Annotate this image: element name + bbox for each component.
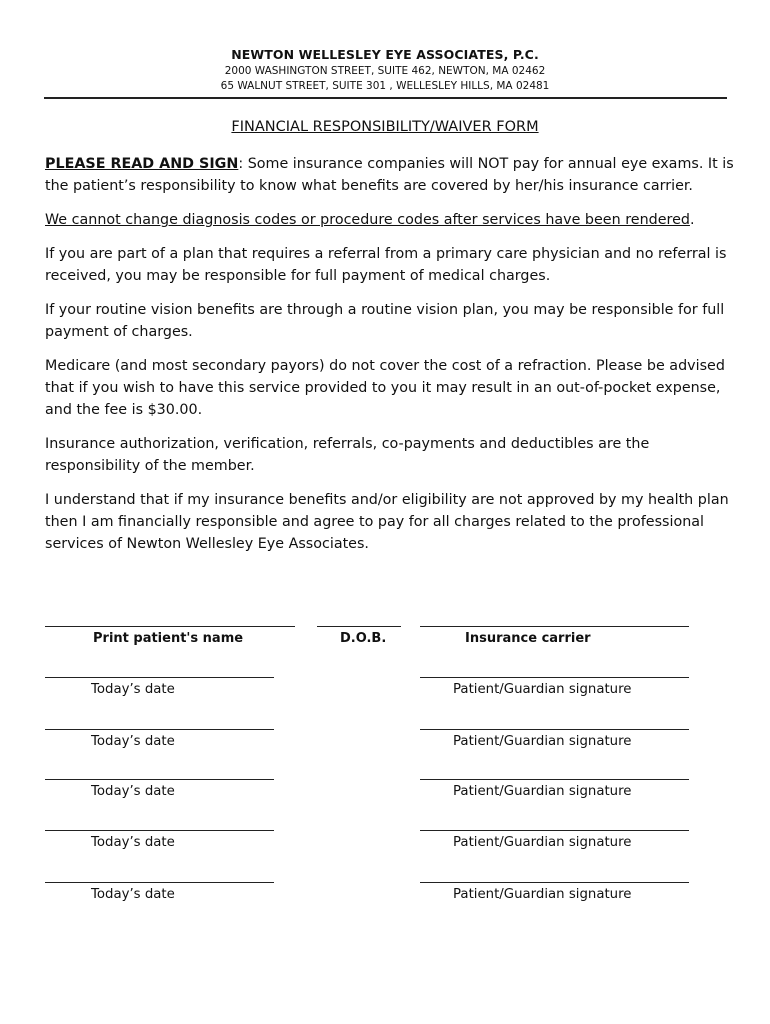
signature-label: Patient/Guardian signature	[453, 835, 632, 850]
organization-name: NEWTON WELLESLEY EYE ASSOCIATES, P.C.	[231, 47, 539, 62]
todays-date-label: Today’s date	[91, 734, 175, 749]
address-line-2: 65 WALNUT STREET, SUITE 301 , WELLESLEY HILLS, MA 02481	[220, 80, 550, 92]
paragraph-referral: If you are part of a plan that requires a referral from a primary care physician and no referral is received, you may be responsible for full payment of medical charges.	[45, 246, 727, 284]
form-body	[45, 153, 735, 567]
date-line[interactable]	[45, 677, 274, 678]
signature-line[interactable]	[420, 779, 689, 780]
signature-line[interactable]	[420, 830, 689, 831]
todays-date-label: Today’s date	[91, 784, 175, 799]
address-line-1: 2000 WASHINGTON STREET, SUITE 462, NEWTON, MA 02462	[224, 65, 546, 77]
signature-label: Patient/Guardian signature	[453, 734, 632, 749]
paragraph-authorization: Insurance authorization, verification, referrals, co-payments and deductibles are the responsibility of the member.	[45, 436, 650, 474]
dob-label: D.O.B.	[340, 631, 387, 646]
signature-label: Patient/Guardian signature	[453, 887, 632, 902]
insurance-carrier-label: Insurance carrier	[465, 631, 591, 646]
todays-date-label: Today’s date	[91, 835, 175, 850]
paragraph-vision-plan: If your routine vision benefits are through a routine vision plan, you may be responsible for full payment of charges.	[45, 302, 725, 340]
patient-name-line[interactable]	[45, 626, 295, 627]
paragraph-medicare: Medicare (and most secondary payors) do not cover the cost of a refraction. Please be advised that if you wish to have this service provided to you it may result in an out-of-pocket expense, and the fee is $30.00.	[45, 358, 725, 418]
form-title: FINANCIAL RESPONSIBILITY/WAIVER FORM	[231, 119, 539, 135]
codes-notice-end: .	[689, 212, 695, 228]
signature-line[interactable]	[420, 882, 689, 883]
date-line[interactable]	[45, 882, 274, 883]
dob-line[interactable]	[317, 626, 401, 627]
insurance-carrier-line[interactable]	[420, 626, 689, 627]
patient-name-label: Print patient's name	[93, 631, 244, 646]
codes-notice: We cannot change diagnosis codes or procedure codes after services have been rendered	[45, 212, 690, 228]
read-and-sign-lead: PLEASE READ AND SIGN	[45, 156, 239, 172]
signature-label: Patient/Guardian signature	[453, 682, 632, 697]
header-divider	[44, 97, 727, 99]
paragraph-agreement: I understand that if my insurance benefits and/or eligibility are not approved by my health plan then I am financially responsible and agree to pay for all charges related to the professional services of Newton Wellesley Eye Associates.	[45, 492, 729, 552]
letterhead	[0, 46, 770, 94]
signature-line[interactable]	[420, 677, 689, 678]
date-line[interactable]	[45, 729, 274, 730]
todays-date-label: Today’s date	[91, 682, 175, 697]
date-line[interactable]	[45, 830, 274, 831]
signature-label: Patient/Guardian signature	[453, 784, 632, 799]
paragraph-codes	[45, 209, 735, 231]
signature-line[interactable]	[420, 729, 689, 730]
paragraph-read-and-sign	[45, 153, 735, 197]
todays-date-label: Today’s date	[91, 887, 175, 902]
paragraph-1-text: : Some insurance companies will NOT pay for annual eye exams. It is the patient’s responsibility to know what benefits are covered by her/his insurance carrier.	[45, 156, 734, 194]
date-line[interactable]	[45, 779, 274, 780]
